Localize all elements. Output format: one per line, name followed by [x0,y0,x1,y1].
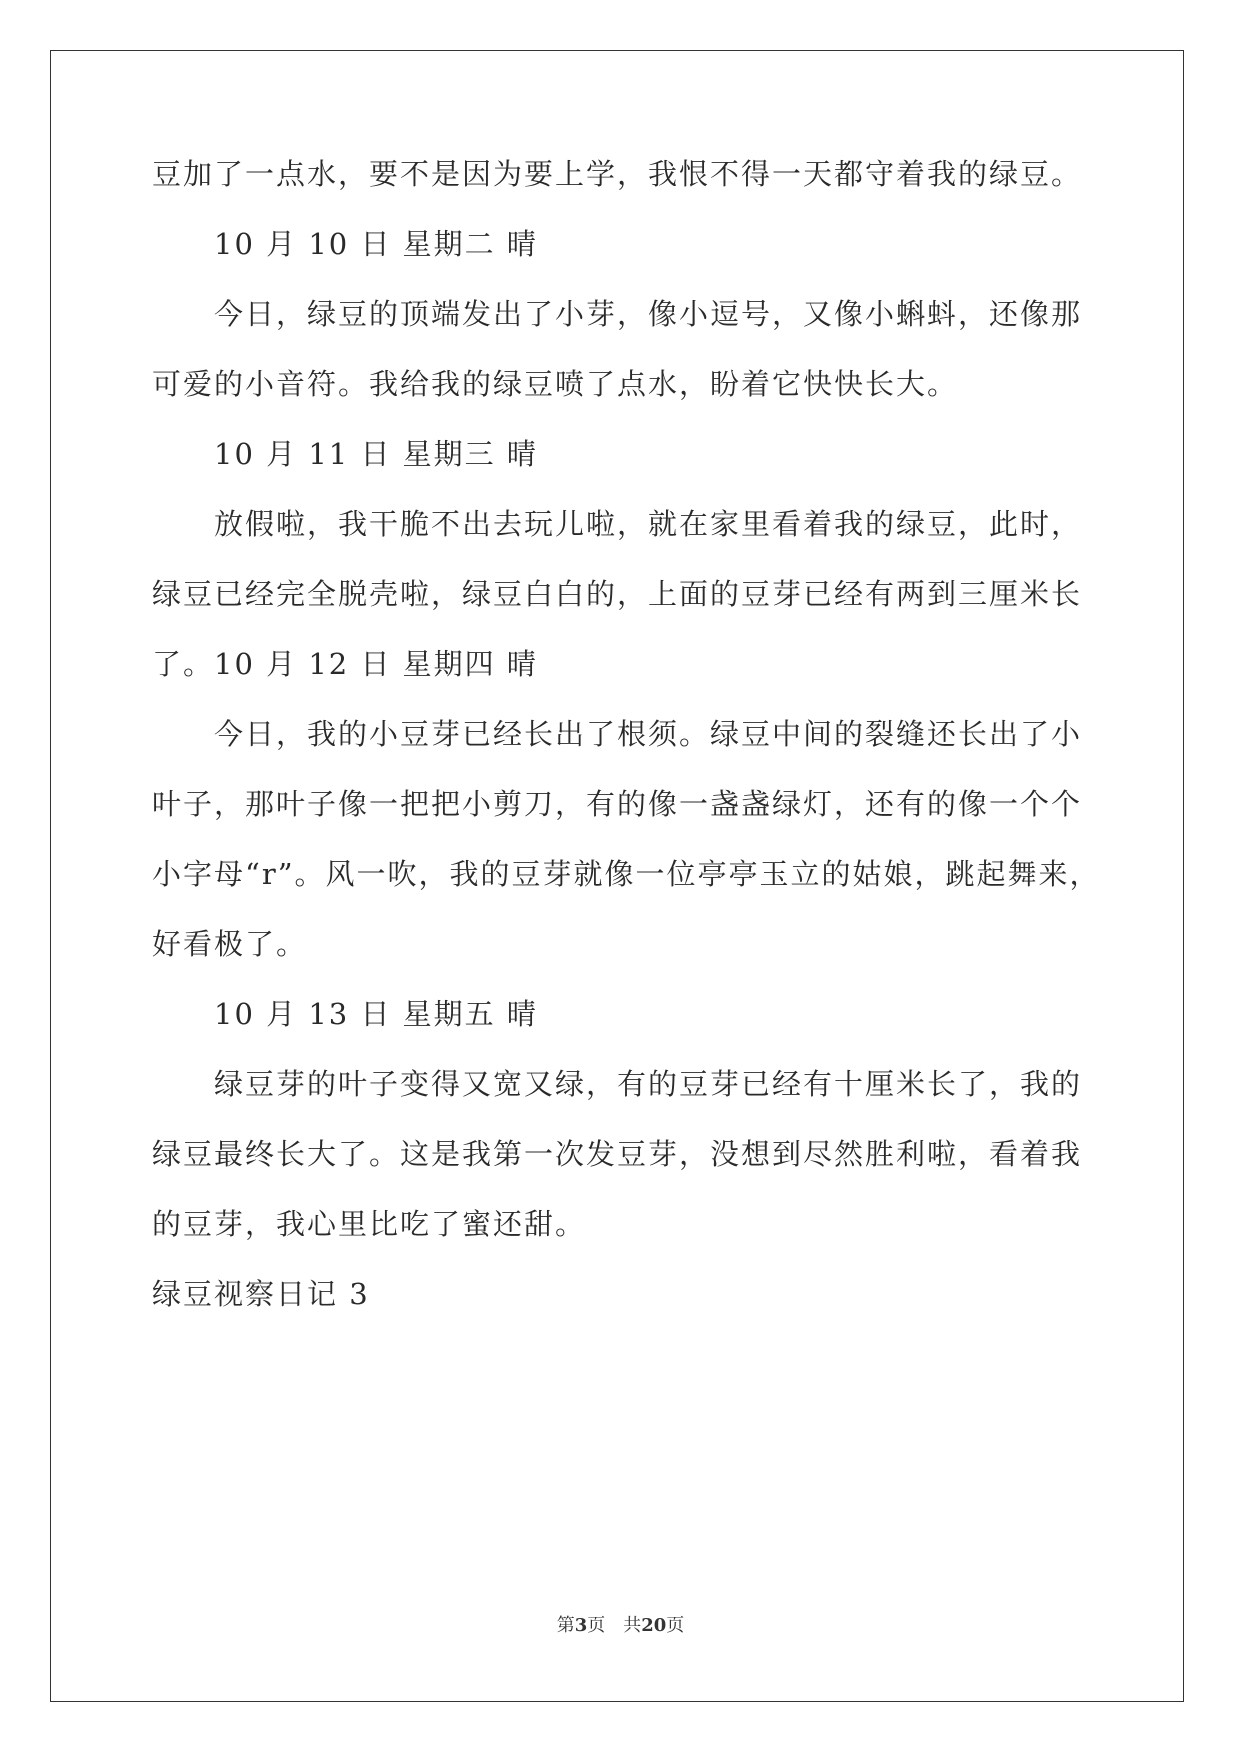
diary-date-heading: 10 月 10 日 星期二 晴 [214,227,538,261]
total-pages: 20 [641,1615,667,1636]
page-prefix: 第 [556,1615,575,1636]
text-line: 今日，绿豆的顶端发出了小芽，像小逗号，又像小蝌蚪，还像那 [214,297,1083,331]
diary-date-heading: 10 月 11 日 星期三 晴 [214,437,538,471]
text-line: 今日，我的小豆芽已经长出了根须。绿豆中间的裂缝还长出了小 [214,717,1083,751]
text-line: 放假啦，我干脆不出去玩儿啦，就在家里看着我的绿豆，此时， [214,507,1083,541]
text-line: 叶子，那叶子像一把把小剪刀，有的像一盏盏绿灯，还有的像一个个 [152,787,1083,821]
text-line: 豆加了一点水，要不是因为要上学，我恨不得一天都守着我的绿豆。 [152,157,1083,191]
text-line: 可爱的小音符。我给我的绿豆喷了点水，盼着它快快长大。 [152,367,959,401]
page-suffix: 页 [587,1615,606,1636]
total-prefix: 共 [623,1615,642,1636]
text-line: 的豆芽，我心里比吃了蜜还甜。 [152,1207,587,1241]
diary-date-heading: 10 月 13 日 星期五 晴 [214,997,538,1031]
text-line: 绿豆芽的叶子变得又宽又绿，有的豆芽已经有十厘米长了，我的 [214,1067,1083,1101]
page-footer [0,1614,1241,1638]
text-line: 小字母“r”。风一吹，我的豆芽就像一位亭亭玉立的姑娘，跳起舞来， [152,857,1101,891]
text-line: 好看极了。 [152,927,308,961]
text-line: 绿豆已经完全脱壳啦，绿豆白白的，上面的豆芽已经有两到三厘米长 [152,577,1083,611]
text-line: 绿豆最终长大了。这是我第一次发豆芽，没想到尽然胜利啦，看着我 [152,1137,1083,1171]
total-suffix: 页 [666,1615,685,1636]
section-title: 绿豆视察日记 3 [152,1277,370,1311]
text-line: 了。10 月 12 日 星期四 晴 [152,647,538,681]
page-number: 3 [574,1615,588,1636]
